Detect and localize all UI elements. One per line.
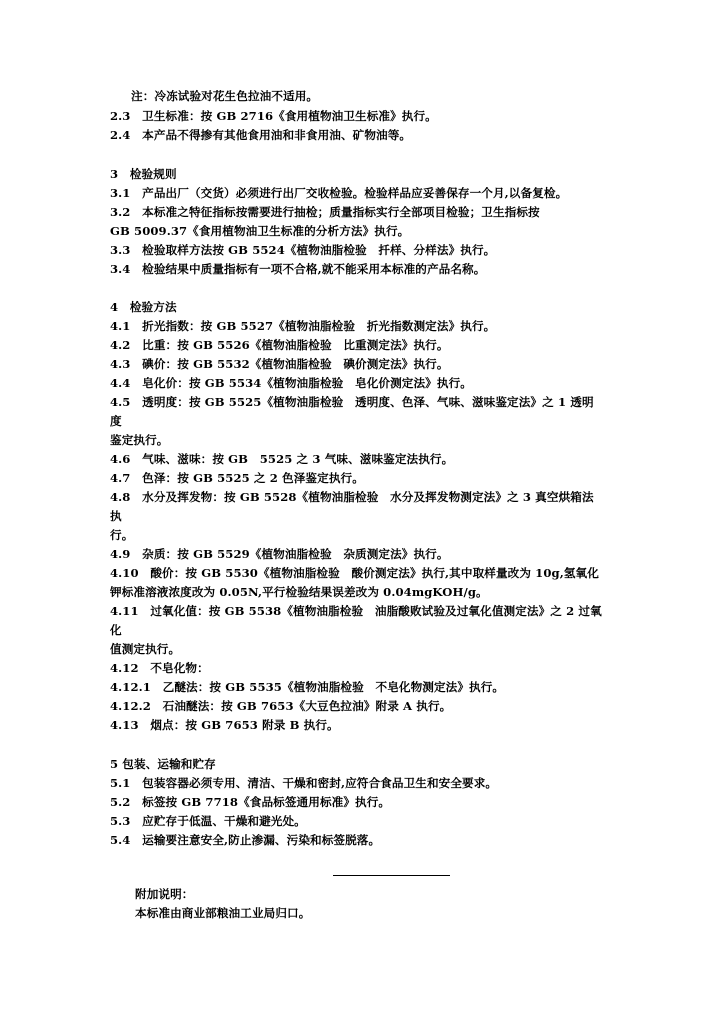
clause-4-10: 4.10 酸价：按 GB 5530《植物油脂检验 酸价测定法》执行,其中取样量改为 10g,氢氧化 bbox=[110, 566, 599, 580]
clause-3-4: 3.4 检验结果中质量指标有一项不合格,就不能采用本标准的产品名称。 bbox=[110, 262, 486, 276]
note-line: 注：冷冻试验对花生色拉油不适用。 bbox=[131, 89, 319, 103]
clause-5-3: 5.3 应贮存于低温、干燥和避光处。 bbox=[110, 814, 306, 828]
clause-4-4: 4.4 皂化价：按 GB 5534《植物油脂检验 皂化价测定法》执行。 bbox=[110, 376, 472, 390]
clause-3-3: 3.3 检验取样方法按 GB 5524《植物油脂检验 扦样、分样法》执行。 bbox=[110, 243, 496, 257]
clause-4-8: 4.8 水分及挥发物：按 GB 5528《植物油脂检验 水分及挥发物测定法》之 3 真空烘箱法 bbox=[110, 490, 594, 504]
clause-4-12: 4.12 不皂化物： bbox=[110, 661, 209, 675]
clause-4-12-1: 4.12.1 乙醚法：按 GB 5535《植物油脂检验 不皂化物测定法》执行。 bbox=[110, 680, 505, 694]
clause-3-2: 3.2 本标准之特征指标按需要进行抽检；质量指标实行全部项目检验；卫生指标按 bbox=[110, 205, 540, 219]
clause-4-12-2: 4.12.2 石油醚法：按 GB 7653《大豆色拉油》附录 A 执行。 bbox=[110, 699, 452, 713]
section-5-heading: 5 包装、运输和贮存 bbox=[110, 757, 216, 771]
clause-4-11: 4.11 过氧化值：按 GB 5538《植物油脂检验 油脂酸败试验及过氧化值测定法》之 2 过氧 bbox=[110, 604, 602, 618]
clause-4-5: 4.5 透明度：按 GB 5525《植物油脂检验 透明度、色泽、气味、滋味鉴定法》之 1 透明 bbox=[110, 395, 594, 409]
clause-4-6: 4.6 气味、滋味：按 GB 5525 之 3 气味、滋味鉴定法执行。 bbox=[110, 452, 454, 466]
section-3-heading: 3 检验规则 bbox=[110, 167, 177, 181]
clause-4-5-cont: 鉴定执行。 bbox=[110, 433, 169, 447]
clause-4-10-cont: 钾标准溶液浓度改为 0.05N,平行检验结果误差改为 0.04mgKOH/g。 bbox=[110, 585, 488, 599]
clause-4-7: 4.7 色泽：按 GB 5525 之 2 色泽鉴定执行。 bbox=[110, 471, 364, 485]
appendix-heading: 附加说明： bbox=[135, 887, 194, 901]
clause-5-4: 5.4 运输要注意安全,防止渗漏、污染和标签脱落。 bbox=[110, 833, 381, 847]
clause-4-11-cont: 值测定执行。 bbox=[110, 642, 181, 656]
clause-4-1: 4.1 折光指数：按 GB 5527《植物油脂检验 折光指数测定法》执行。 bbox=[110, 319, 496, 333]
clause-4-3: 4.3 碘价：按 GB 5532《植物油脂检验 碘价测定法》执行。 bbox=[110, 357, 449, 371]
clause-4-5-wrap: 度 bbox=[110, 414, 122, 428]
clause-5-2: 5.2 标签按 GB 7718《食品标签通用标准》执行。 bbox=[110, 795, 391, 809]
clause-4-9: 4.9 杂质：按 GB 5529《植物油脂检验 杂质测定法》执行。 bbox=[110, 547, 449, 561]
clause-4-11-wrap: 化 bbox=[110, 623, 122, 637]
section-4-heading: 4 检验方法 bbox=[110, 300, 177, 314]
clause-2-3: 2.3 卫生标准：按 GB 2716《食用植物油卫生标准》执行。 bbox=[110, 109, 437, 123]
clause-4-8-cont: 行。 bbox=[110, 528, 134, 542]
clause-4-8-wrap: 执 bbox=[110, 509, 122, 523]
appendix-text: 本标准由商业部粮油工业局归口。 bbox=[135, 906, 311, 920]
clause-3-2-cont: GB 5009.37《食用植物油卫生标准的分析方法》执行。 bbox=[110, 224, 410, 238]
clause-4-2: 4.2 比重：按 GB 5526《植物油脂检验 比重测定法》执行。 bbox=[110, 338, 449, 352]
clause-3-1: 3.1 产品出厂（交货）必须进行出厂交收检验。检验样品应妥善保存一个月,以备复检。 bbox=[110, 186, 568, 200]
clause-5-1: 5.1 包装容器必须专用、清洁、干燥和密封,应符合食品卫生和安全要求。 bbox=[110, 776, 498, 790]
separator-rule bbox=[333, 875, 450, 876]
clause-4-13: 4.13 烟点：按 GB 7653 附录 B 执行。 bbox=[110, 718, 339, 732]
clause-2-4: 2.4 本产品不得掺有其他食用油和非食用油、矿物油等。 bbox=[110, 128, 412, 142]
